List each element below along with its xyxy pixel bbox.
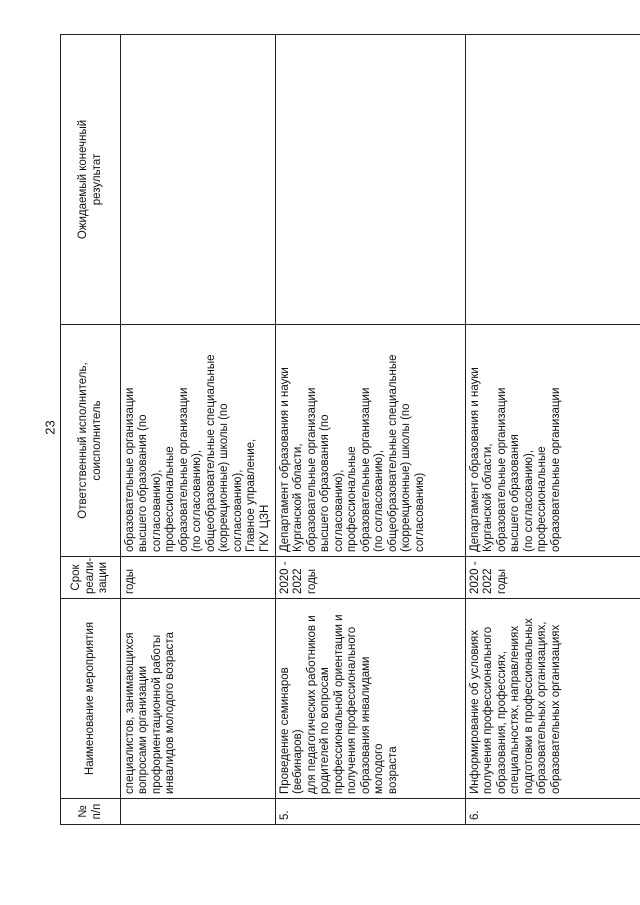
cell-result xyxy=(121,35,276,325)
cell-term: годы xyxy=(121,557,276,599)
measures-table xyxy=(60,34,640,825)
document-sheet xyxy=(60,35,600,825)
cell-name: специалистов, занимающихся вопросами организации профориентационной работы инвалидов молодого возраста xyxy=(121,599,276,799)
header-num: № п/п xyxy=(61,799,121,825)
cell-num: 6. xyxy=(465,799,640,825)
cell-executor: Департамент образования и науки Курганской области, образовательные организации высшего образования (по согласованию), профессиональные образовательные организации xyxy=(465,325,640,557)
header-term: Срок реали- зации xyxy=(61,557,121,599)
cell-name: Проведение семинаров (вебинаров) для педагогических работников и родителей по вопросам профессиональной ориентации и получения профессионального образования инвалидами молодого возраста xyxy=(275,599,465,799)
header-result: Ожидаемый конечный результат xyxy=(61,35,121,325)
cell-executor: Департамент образования и науки Курганской области, образовательные организации высшего образования (по согласованию), профессиональные образовательные организации (по согласованию), общеобразовательные специальные (коррекционные) школы (по согласованию) xyxy=(275,325,465,557)
table-row xyxy=(121,35,276,825)
table-row xyxy=(465,35,640,825)
cell-term: 2020 - 2022 годы xyxy=(275,557,465,599)
cell-term: 2020 - 2022 годы xyxy=(465,557,640,599)
cell-result xyxy=(275,35,465,325)
cell-name: Информирование об условиях получения профессионального образования, профессиях, специальностях, направлениях подготовки в профессиональных образовательных организациях, образовательных организациях xyxy=(465,599,640,799)
header-executor: Ответственный исполнитель, соисполнитель xyxy=(61,325,121,557)
page-number: 23 xyxy=(42,420,58,435)
table-row xyxy=(275,35,465,825)
table-header-row xyxy=(61,35,121,825)
cell-result xyxy=(465,35,640,325)
cell-executor: образовательные организации высшего образования (по согласованию), профессиональные образовательные организации (по согласованию), общеобразовательные специальные (коррекционные) школы (по согласованию), Главное управление, ГКУ ЦЗН xyxy=(121,325,276,557)
cell-num: 5. xyxy=(275,799,465,825)
header-name: Наименование мероприятия xyxy=(61,599,121,799)
cell-num xyxy=(121,799,276,825)
